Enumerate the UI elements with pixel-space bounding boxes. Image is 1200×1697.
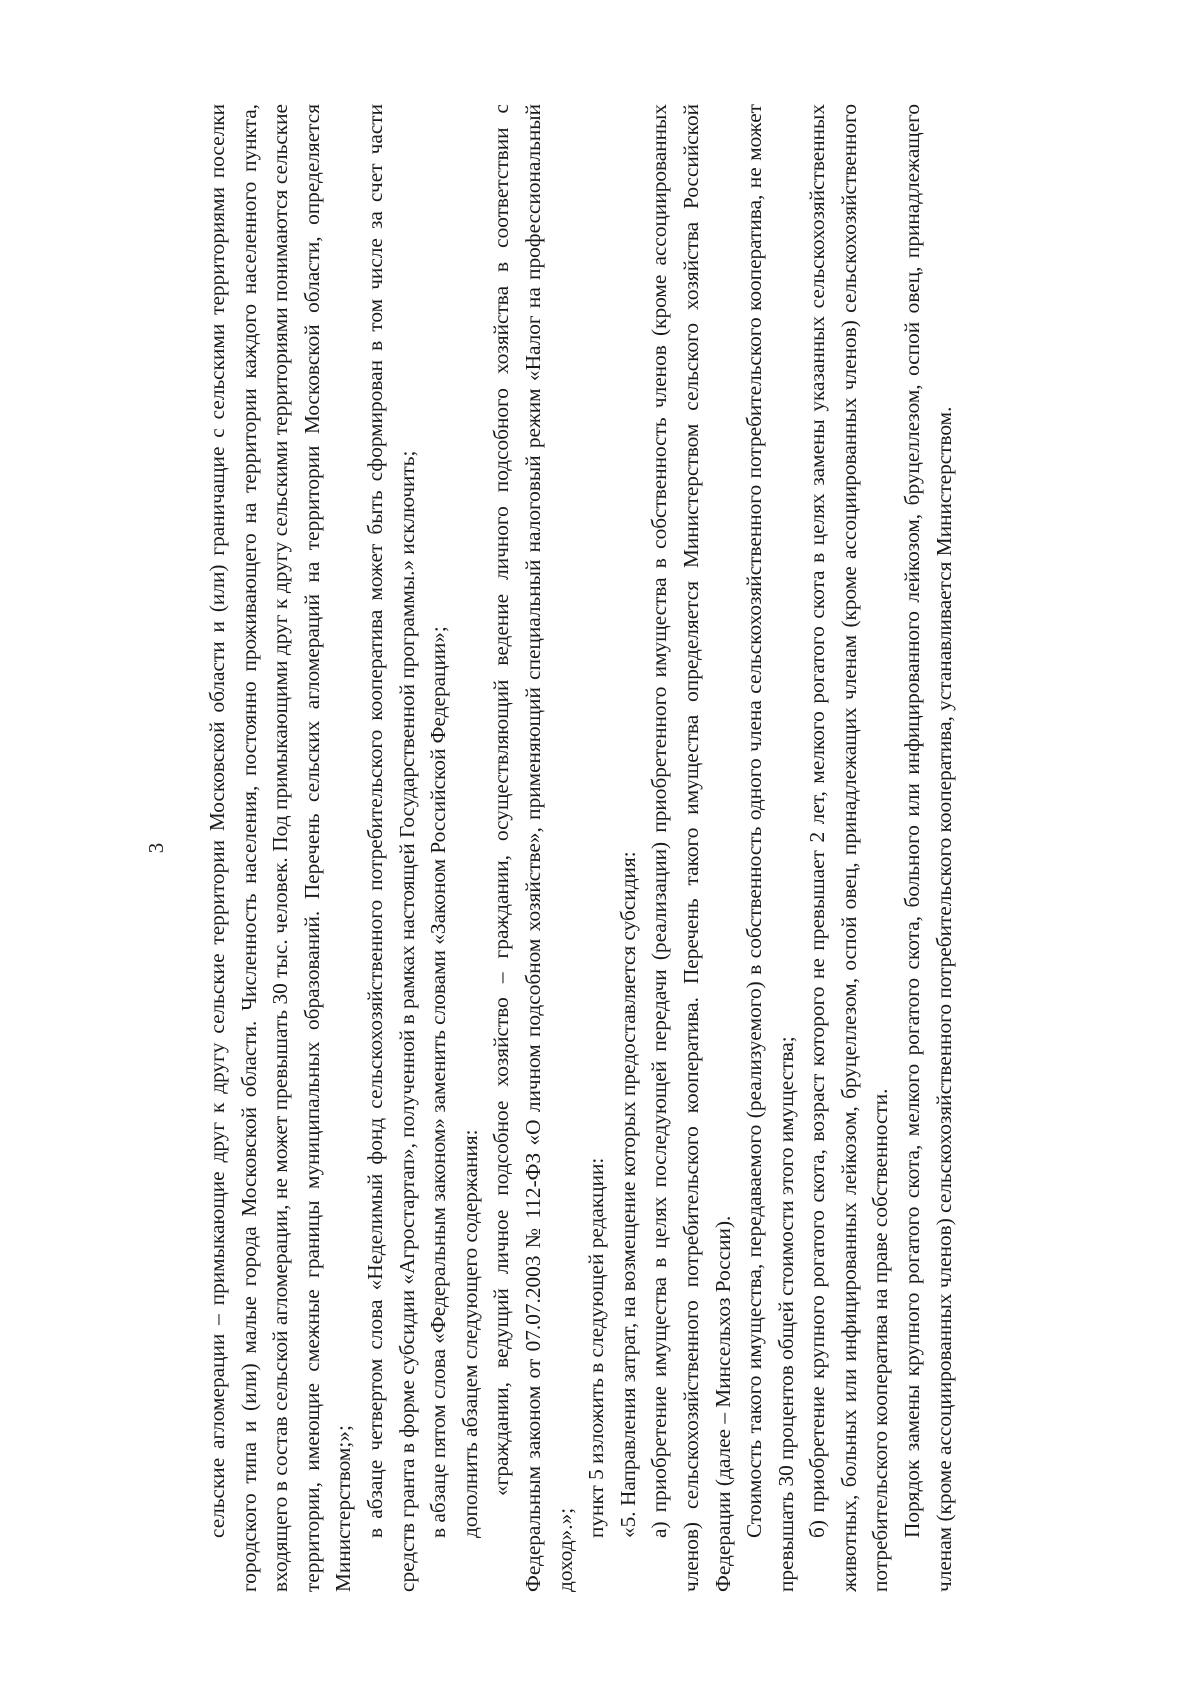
paragraph-replacement-procedure: Порядок замены крупного рогатого скота, мелкого рогатого скота, больного или инфицированного лейкозом, бруцеллезом, оспой овец, принадлежащего членам (кроме ассоциированных членов) сельскохозяйственного потребительского кооператива, устанавливается Министерством. [900, 104, 956, 1592]
rotated-document-page [140, 78, 1060, 1618]
paragraph-citizen-definition: «граждании, ведущий личное подсобное хозяйство – граждании, осуществляющий ведение личного подсобного хозяйства в соответствии с Федеральным законом от 07.07.2003 № 112-ФЗ «О личном подсобном хозяйстве», применяющий специальный налоговый режим «Налог на профессиональный доход».»; [489, 104, 577, 1592]
paragraph-item-5-intro: пункт 5 изложить в следующей редакции: [584, 1157, 609, 1538]
paragraph-item-a-cost: Стоимость такого имущества, передаваемого (реализуемого) в собственность одного члена сельскохозяйственного потребительского кооператива, не может превышать 30 процентов общей стоимости этого имущества; [742, 104, 798, 1592]
paragraph-fifth-clause: в абзаце пятом слова «Федеральным законом» заменить словами «Законом Российской Федерации»; [426, 626, 451, 1538]
paragraph-add-clause: дополнить абзацем следующего содержания: [457, 1129, 482, 1538]
paragraph-item-5-heading: «5. Направления затрат, на возмещение которых предоставляется субсидия: [615, 851, 640, 1538]
document-body [202, 104, 960, 1592]
paragraph-agglomeration-definition: сельские агломерации – примыкающие друг к другу сельские территории Московской области и (или) граничащие с сельскими территориями поселки городского типа и (или) малые города Московской области. Численность населения, постоянно проживающего на территории каждого населенного пункта, входящего в состав сельской агломерации, не может превышать 30 тыс. человек. Под примыкающими друг к другу сельскими территориями понимаются сельские территории, имеющие смежные границы муниципальных образований. Перечень сельских агломераций на территории Московской области, определяется Министерством;»; [205, 104, 356, 1592]
paragraph-indivisible-fund: в абзаце четвертом слова «Неделимый фонд сельскохозяйственного потребительского кооператива может быть сформирован в том числе за счет части средств гранта в форме субсидии «Агростартап», полученной в рамках настоящей Государственной программы.» исключить; [362, 104, 419, 1592]
paragraph-item-a: а) приобретение имущества в целях последующей передачи (реализации) приобретенного имущества в собственность членов (кроме ассоциированных членов) сельскохозяйственного потребительского кооператива. Перечень такого имущества определяется Министерством сельского хозяйства Российской Федерации (далее – Минсельхоз России). [647, 104, 735, 1592]
paragraph-item-b: б) приобретение крупного рогатого скота, возраст которого не превышает 2 лет, мелкого рогатого скота в целях замены указанных сельскохозяйственных животных, больных или инфицированных лейкозом, бруцеллезом, оспой овец, принадлежащих членам (кроме ассоциированных членов) сельскохозяйственного потребительского кооператива на праве собственности. [805, 104, 893, 1592]
page-number: 3 [144, 842, 168, 854]
